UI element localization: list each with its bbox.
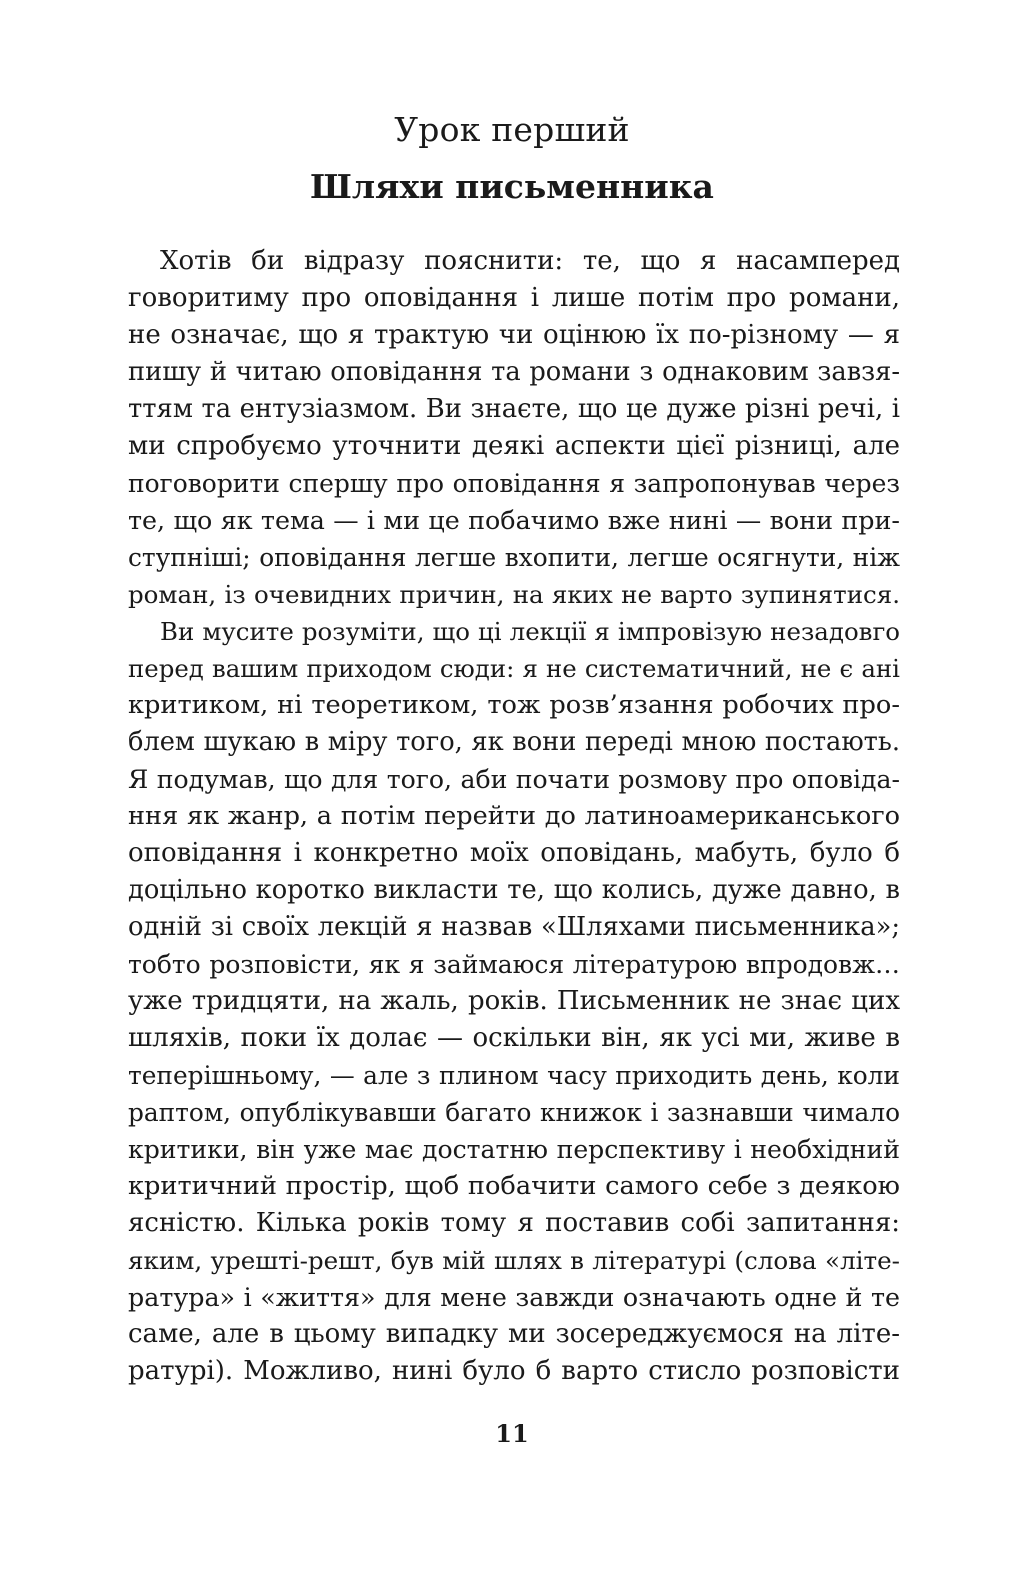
text-line: шляхів, поки їх долає — оскільки він, як усі ми, живе в [128, 1023, 900, 1053]
text-line: Я подумав, що для того, аби почати розмову про оповіда- [128, 765, 900, 794]
text-line: критичний простір, щоб побачити самого себе з деякою [128, 1171, 900, 1201]
text-line: те, що як тема — і ми це побачимо вже нині — вони при- [128, 505, 900, 535]
text-line: ттям та ентузіазмом. Ви знаєте, що це дуже різні речі, і [128, 394, 900, 424]
text-line: ступніші; оповідання легше вхопити, легше осягнути, ніж [128, 543, 900, 572]
text-line: яким, урешті-решт, був мій шлях в літературі (слова «літе- [128, 1246, 900, 1275]
text-line: ратурі). Можливо, нині було б варто стисло розповісти [128, 1356, 900, 1386]
text-line: оповідання і конкретно моїх оповідань, мабуть, було б [128, 838, 900, 868]
text-line: саме, але в цьому випадку ми зосереджуємося на літе- [128, 1319, 900, 1349]
text-line: роман, із очевидних причин, на яких не варто зупинятися. [128, 580, 900, 609]
text-line: ясністю. Кілька років тому я поставив собі запитання: [128, 1208, 900, 1238]
text-line: перед вашим приходом сюди: я не систематичний, не є ані [128, 654, 900, 683]
text-line: критики, він уже має достатню перспективу і необхідний [128, 1135, 900, 1164]
text-line: уже тридцяти, на жаль, років. Письменник не знає цих [128, 986, 900, 1016]
text-line: пишу й читаю оповідання та романи з однаковим завзя- [128, 357, 900, 387]
text-line: доцільно коротко викласти те, що колись, дуже давно, в [128, 875, 900, 905]
text-line: Хотів би відразу пояснити: те, що я насамперед [160, 246, 900, 276]
text-line: ми спробуємо уточнити деякі аспекти цієї різниці, але [128, 431, 900, 461]
text-line: поговорити спершу про оповідання я запропонував через [128, 469, 900, 498]
text-line: тобто розповісти, як я займаюся літературою впродовж… [128, 950, 900, 979]
chapter-label: Урок перший [394, 110, 630, 149]
text-line: говоритиму про оповідання і лише потім про романи, [128, 283, 900, 313]
text-line: теперішньому, — але з плином часу приходить день, коли [128, 1061, 900, 1090]
chapter-title: Шляхи письменника [310, 167, 714, 206]
text-line: критиком, ні теоретиком, тож розв’язання робочих про- [128, 690, 900, 720]
page-number: 11 [495, 1419, 529, 1448]
text-line: раптом, опублікувавши багато книжок і зазнавши чимало [128, 1098, 900, 1127]
text-line: ратура» і «життя» для мене завжди означають одне й те [128, 1282, 900, 1312]
text-line: ння як жанр, а потім перейти до латиноамериканського [128, 801, 900, 831]
text-line: одній зі своїх лекцій я назвав «Шляхами письменника»; [128, 912, 900, 942]
text-line: не означає, що я трактую чи оцінюю їх по-різному — я [128, 320, 900, 350]
text-line: блем шукаю в міру того, як вони переді мною постають. [128, 727, 900, 757]
body-text [128, 243, 900, 1390]
text-line: Ви мусите розуміти, що ці лекції я імпровізую незадовго [160, 617, 900, 646]
